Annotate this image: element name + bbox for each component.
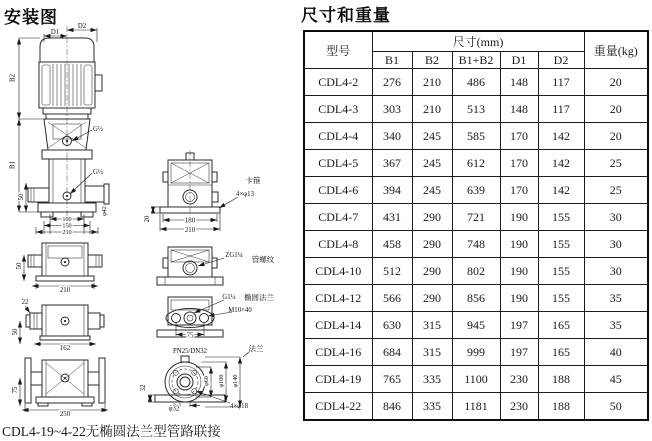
value-cell: 148 xyxy=(500,69,538,96)
dim-label-162: 162 xyxy=(59,345,71,352)
value-cell: 230 xyxy=(500,393,538,421)
installation-diagram xyxy=(0,0,300,441)
value-cell: 148 xyxy=(500,96,538,123)
value-cell: 458 xyxy=(372,231,412,258)
value-cell: 945 xyxy=(452,312,500,339)
value-cell: 20 xyxy=(584,123,648,150)
value-cell: 230 xyxy=(500,366,538,393)
dim-label-150: 150 xyxy=(62,222,72,230)
value-cell: 190 xyxy=(500,285,538,312)
value-cell: 142 xyxy=(538,150,584,177)
value-cell: 394 xyxy=(372,177,412,204)
col-header-dims: 尺寸(mm) xyxy=(372,31,584,52)
model-cell: CDL4-12 xyxy=(304,285,372,312)
bolt-label: M10×40 xyxy=(228,307,252,314)
value-cell: 486 xyxy=(452,69,500,96)
value-cell: 40 xyxy=(584,339,648,366)
value-cell: 20 xyxy=(584,96,648,123)
model-cell: CDL4-19 xyxy=(304,366,372,393)
col-header-d2: D2 xyxy=(538,52,584,69)
table-row xyxy=(304,96,648,123)
flange-label: 法兰 xyxy=(248,344,264,353)
value-cell: 25 xyxy=(584,177,648,204)
value-cell: 142 xyxy=(538,123,584,150)
col-header-b2: B2 xyxy=(412,52,452,69)
value-cell: 210 xyxy=(412,69,452,96)
value-cell: 512 xyxy=(372,258,412,285)
value-cell: 290 xyxy=(412,285,452,312)
value-cell: 335 xyxy=(412,393,452,421)
value-cell: 245 xyxy=(412,123,452,150)
value-cell: 612 xyxy=(452,150,500,177)
value-cell: 566 xyxy=(372,285,412,312)
dim-label-210: 210 xyxy=(184,226,196,234)
value-cell: 190 xyxy=(500,258,538,285)
table-row xyxy=(304,231,648,258)
dim-label-d60: φ60 xyxy=(203,376,210,386)
dim-label-32: 32 xyxy=(140,384,147,392)
dim-label-180: 180 xyxy=(184,217,196,225)
value-cell: 335 xyxy=(412,366,452,393)
value-cell: 170 xyxy=(500,150,538,177)
value-cell: 188 xyxy=(538,393,584,421)
value-cell: 367 xyxy=(372,150,412,177)
model-cell: CDL4-4 xyxy=(304,123,372,150)
value-cell: 155 xyxy=(538,285,584,312)
holes-label: 4×φ13 xyxy=(236,191,254,198)
model-cell: CDL4-14 xyxy=(304,312,372,339)
dim-label-50: 50 xyxy=(16,262,23,270)
oval-size-label: G1¼ xyxy=(222,294,236,301)
value-cell: 245 xyxy=(412,177,452,204)
value-cell: 45 xyxy=(584,366,648,393)
table-row xyxy=(304,150,648,177)
side-view-clamp xyxy=(16,243,102,294)
flange-holes-label: 4×φ18 xyxy=(230,403,248,410)
top-view-flange xyxy=(140,343,264,413)
value-cell: 1181 xyxy=(452,393,500,421)
dim-label-22: 22 xyxy=(21,299,29,306)
value-cell: 721 xyxy=(452,204,500,231)
value-cell: 20 xyxy=(584,69,648,96)
port-label-top: G½ xyxy=(92,126,104,133)
value-cell: 276 xyxy=(372,69,412,96)
value-cell: 846 xyxy=(372,393,412,421)
value-cell: 155 xyxy=(538,204,584,231)
table-row xyxy=(304,366,648,393)
dim-label-d32: φ32 xyxy=(168,405,180,413)
dim-label-210: 210 xyxy=(62,229,72,237)
value-cell: 35 xyxy=(584,312,648,339)
model-cell: CDL4-22 xyxy=(304,393,372,421)
value-cell: 303 xyxy=(372,96,412,123)
model-cell: CDL4-2 xyxy=(304,69,372,96)
port-label-bottom: G½ xyxy=(92,169,104,176)
value-cell: 210 xyxy=(412,96,452,123)
value-cell: 856 xyxy=(452,285,500,312)
side-view-thread xyxy=(12,299,104,352)
model-cell: CDL4-5 xyxy=(304,150,372,177)
dim-label-75: 75 xyxy=(186,332,194,340)
value-cell: 340 xyxy=(372,123,412,150)
table-row xyxy=(304,204,648,231)
col-header-weight: 重量(kg) xyxy=(584,31,648,69)
col-header-model: 型号 xyxy=(304,31,372,69)
dim-label-50: 50 xyxy=(18,193,25,201)
top-view-clamp xyxy=(144,150,261,234)
value-cell: 142 xyxy=(538,177,584,204)
table-row xyxy=(304,339,648,366)
model-cell: CDL4-10 xyxy=(304,258,372,285)
value-cell: 117 xyxy=(538,96,584,123)
col-header-b1b2: B1+B2 xyxy=(452,52,500,69)
table-row xyxy=(304,285,648,312)
value-cell: 290 xyxy=(412,231,452,258)
value-cell: 50 xyxy=(584,393,648,421)
value-cell: 190 xyxy=(500,204,538,231)
value-cell: 315 xyxy=(412,312,452,339)
model-cell: CDL4-7 xyxy=(304,204,372,231)
model-cell: CDL4-6 xyxy=(304,177,372,204)
value-cell: 290 xyxy=(412,258,452,285)
top-view-oval-flange xyxy=(157,292,274,340)
value-cell: 155 xyxy=(538,231,584,258)
table-row xyxy=(304,123,648,150)
model-cell: CDL4-3 xyxy=(304,96,372,123)
model-cell: CDL4-16 xyxy=(304,339,372,366)
col-header-d1: D1 xyxy=(500,52,538,69)
table-row xyxy=(304,393,648,421)
main-pump-drawing xyxy=(10,23,110,236)
value-cell: 765 xyxy=(372,366,412,393)
oval-flange-label: 椭圆法兰 xyxy=(244,293,274,302)
diagram-caption: CDL4-19~4-22无椭圆法兰型管路联接 xyxy=(2,424,221,439)
model-cell: CDL4-8 xyxy=(304,231,372,258)
value-cell: 431 xyxy=(372,204,412,231)
value-cell: 190 xyxy=(500,231,538,258)
value-cell: 30 xyxy=(584,204,648,231)
dim-label-20: 20 xyxy=(144,215,151,223)
value-cell: 513 xyxy=(452,96,500,123)
dim-label-d2: D2 xyxy=(77,23,87,30)
dim-label-210: 210 xyxy=(59,287,71,294)
dimensions-table xyxy=(303,30,649,421)
thread-size-label: ZG1¼ xyxy=(225,252,243,259)
col-header-b1: B1 xyxy=(372,52,412,69)
dim-label-250: 250 xyxy=(59,411,71,418)
dim-label-b1: B1 xyxy=(9,161,17,169)
side-view-flange xyxy=(12,358,108,418)
dim-label-50: 50 xyxy=(12,328,19,336)
value-cell: 117 xyxy=(538,69,584,96)
value-cell: 290 xyxy=(412,204,452,231)
value-cell: 165 xyxy=(538,312,584,339)
dim-label-75: 75 xyxy=(12,386,19,394)
flange-spec-label: PN25/DN32 xyxy=(173,348,207,355)
dim-label-d1: D1 xyxy=(50,29,60,36)
value-cell: 802 xyxy=(452,258,500,285)
value-cell: 155 xyxy=(538,258,584,285)
value-cell: 245 xyxy=(412,150,452,177)
value-cell: 165 xyxy=(538,339,584,366)
value-cell: 30 xyxy=(584,231,648,258)
value-cell: 1100 xyxy=(452,366,500,393)
value-cell: 585 xyxy=(452,123,500,150)
table-row xyxy=(304,177,648,204)
dimensions-weight-title: 尺寸和重量 xyxy=(301,6,391,26)
table-row xyxy=(304,258,648,285)
value-cell: 630 xyxy=(372,312,412,339)
value-cell: 197 xyxy=(500,339,538,366)
value-cell: 30 xyxy=(584,258,648,285)
table-row xyxy=(304,312,648,339)
value-cell: 684 xyxy=(372,339,412,366)
value-cell: 315 xyxy=(412,339,452,366)
value-cell: 170 xyxy=(500,123,538,150)
dim-label-b2: B2 xyxy=(9,74,17,82)
clamp-label: 卡箍 xyxy=(245,176,261,185)
value-cell: 639 xyxy=(452,177,500,204)
value-cell: 197 xyxy=(500,312,538,339)
value-cell: 35 xyxy=(584,285,648,312)
thread-label: 管螺纹 xyxy=(251,255,275,264)
installation-diagram-title: 安装图 xyxy=(4,8,58,28)
table-row xyxy=(304,69,648,96)
value-cell: 748 xyxy=(452,231,500,258)
table-body xyxy=(304,69,648,421)
dim-label-100: 100 xyxy=(62,216,72,223)
value-cell: 188 xyxy=(538,366,584,393)
dim-label-dia42: φ42 xyxy=(101,206,108,216)
value-cell: 25 xyxy=(584,150,648,177)
dim-label-d140: φ140 xyxy=(232,374,239,388)
dim-label-d100: φ100 xyxy=(218,374,225,388)
value-cell: 170 xyxy=(500,177,538,204)
value-cell: 999 xyxy=(452,339,500,366)
top-view-thread xyxy=(157,247,275,285)
